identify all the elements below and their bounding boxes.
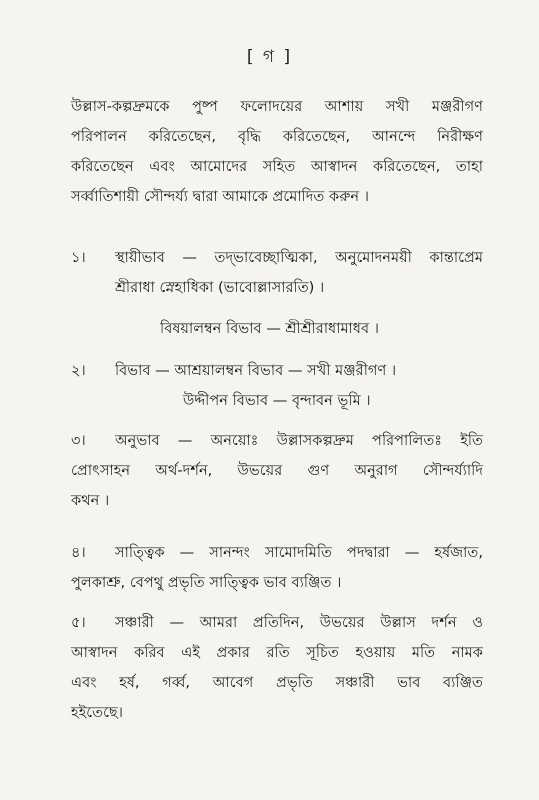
item-number: ২। (71, 362, 86, 379)
intro-paragraph (71, 92, 483, 212)
item-number: ৩। (71, 432, 86, 449)
item-number: ১। (71, 249, 86, 266)
intro-line: পরিপালন করিতেছেন, বৃদ্ধি করিতেছেন, আনন্দে নিরীক্ষণ (71, 128, 483, 145)
item-line: অনুভাব — অনয়োঃ উল্লাসকল্পদ্রুম পরিপালিতঃ ইতি (115, 432, 483, 449)
item-line: বিভাব — আশ্রয়ালম্বন বিভাব — সখী মঞ্জরীগণ । (115, 362, 397, 379)
list-item-5 (71, 608, 483, 728)
item-line: হইতেছে। (71, 704, 123, 721)
item-line: শ্রীরাধা স্নেহাধিকা (ভাবোল্লাসারতি) । (115, 279, 325, 296)
item-line: স্থায়ীভাব — তদ্‌ভাবেচ্ছাত্মিকা, অনুমোদনময়ী কান্তাপ্রেম (115, 249, 483, 266)
item-line: সঞ্চারী — আমরা প্রতিদিন, উভয়ের উল্লাস দর্শন ও (115, 614, 483, 631)
intro-line: করিতেছেন এবং আমোদের সহিত আস্বাদন করিতেছেন, তাহা (71, 158, 483, 175)
list-item-2 (71, 356, 483, 386)
item-line: এবং হর্ষ, গর্ব্ব, আবেগ প্রভৃতি সঞ্চারী ভাব ব্যঞ্জিত (71, 674, 483, 691)
item-number: ৫। (71, 614, 86, 631)
item-number: ৪। (71, 544, 86, 561)
list-item-3 (71, 426, 483, 516)
list-item-1 (71, 243, 483, 303)
item-1-centered-line: বিষয়ালম্বন বিভাব — শ্রীশ্রীরাধামাধব । (160, 320, 379, 337)
item-line: কথন । (71, 492, 110, 509)
item-line: সাত্ত্বিক — সানন্দং সামোদমিতি পদদ্বারা — হর্ষজাত, (115, 544, 483, 561)
intro-line: সর্ব্বাতিশায়ী সৌন্দর্য্য দ্বারা আমাকে প্রমোদিত করুন । (71, 188, 369, 205)
intro-line: উল্লাস-কল্পদ্রুমকে পুষ্প ফলোদয়ের আশায় সখী মঞ্জরীগণ (71, 98, 483, 115)
item-line: প্রোৎসাহন অর্থ-দর্শন, উভয়ের গুণ অনুরাগ সৌন্দর্য্যাদি (71, 462, 483, 479)
list-item-4 (71, 538, 483, 598)
item-line: পুলকাশ্রু, বেপথু প্রভৃতি সাত্ত্বিক ভাব ব্যঞ্জিত । (71, 574, 342, 591)
item-line: আস্বাদন করিব এই প্রকার রতি সূচিত হওয়ায় মতি নামক (71, 644, 483, 661)
item-2-sub-line: উদ্দীপন বিভাব — বৃন্দাবন ভূমি । (183, 392, 371, 409)
page-folio: [ গ ] (246, 47, 293, 67)
